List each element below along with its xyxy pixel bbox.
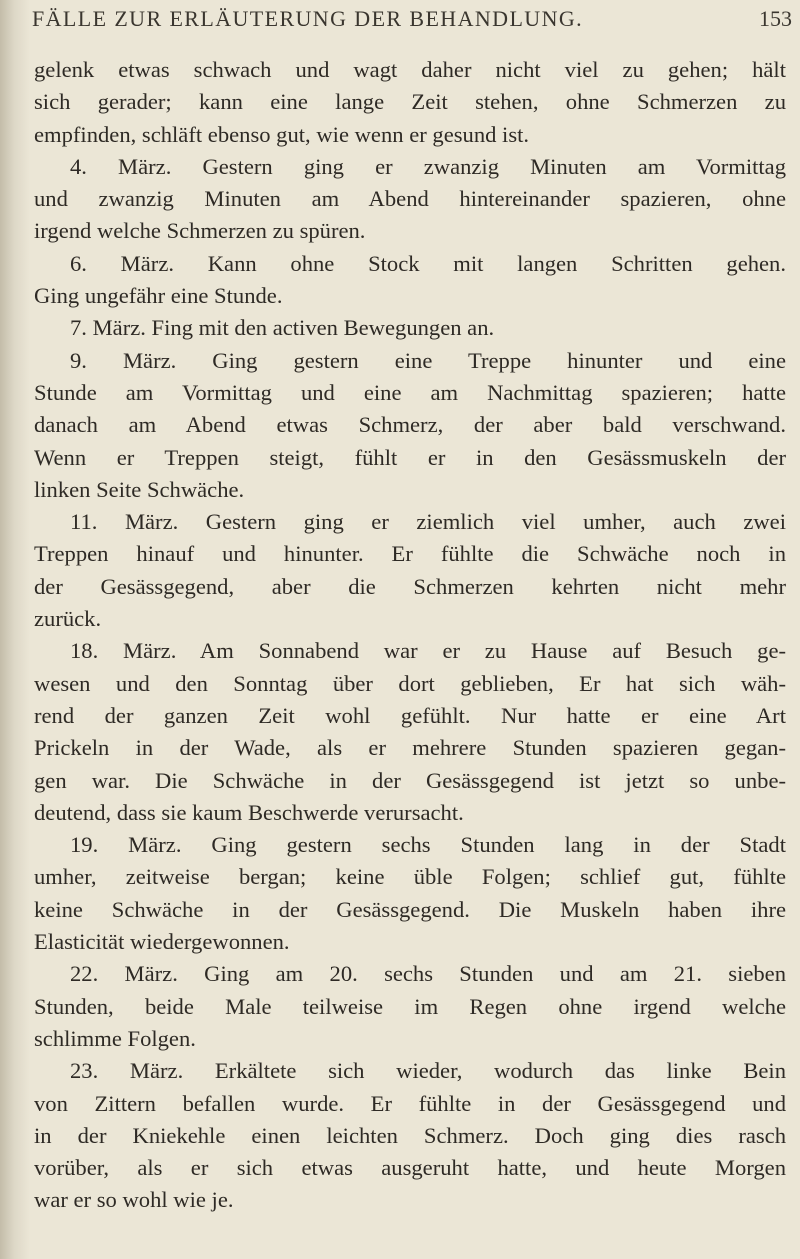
paragraph: [34, 635, 786, 829]
text-line: von Zittern befallen wurde. Er fühlte in der Gesässgegend und: [34, 1090, 786, 1116]
text-line: danach am Abend etwas Schmerz, der aber bald verschwand.: [34, 412, 786, 438]
paragraph: [34, 1055, 786, 1216]
running-head: [0, 6, 800, 36]
text-line: 11. März. Gestern ging er ziemlich viel umher, auch zwei: [70, 509, 786, 535]
text-line: 18. März. Am Sonnabend war er zu Hause auf Besuch ge-: [70, 638, 786, 664]
text-line: linken Seite Schwäche.: [34, 476, 245, 502]
text-line: Ging ungefähr eine Stunde.: [34, 283, 283, 309]
text-line: 6. März. Kann ohne Stock mit langen Schritten gehen.: [70, 250, 786, 276]
paragraph: [34, 829, 786, 958]
text-line: der Gesässgegend, aber die Schmerzen kehrten nicht mehr: [34, 573, 786, 599]
text-line: war er so wohl wie je.: [34, 1187, 234, 1213]
text-line: deutend, dass sie kaum Beschwerde verursacht.: [34, 799, 464, 825]
text-line: Treppen hinauf und hinunter. Er fühlte die Schwäche noch in: [34, 541, 786, 567]
text-line: Wenn er Treppen steigt, fühlt er in den Gesässmuskeln der: [34, 444, 786, 470]
paragraph: [34, 151, 786, 248]
text-line: Stunden, beide Male teilweise im Regen ohne irgend welche: [34, 993, 786, 1019]
text-line: Prickeln in der Wade, als er mehrere Stunden spazieren gegan-: [34, 735, 786, 761]
text-line: 23. März. Erkältete sich wieder, wodurch das linke Bein: [70, 1058, 786, 1084]
text-line: gen war. Die Schwäche in der Gesässgegend ist jetzt so unbe-: [34, 767, 786, 793]
text-line: sich gerader; kann eine lange Zeit stehen, ohne Schmerzen zu: [34, 89, 786, 115]
text-line: irgend welche Schmerzen zu spüren.: [34, 218, 366, 244]
text-line: keine Schwäche in der Gesässgegend. Die Muskeln haben ihre: [34, 896, 786, 922]
running-title: FÄLLE ZUR ERLÄUTERUNG DER BEHANDLUNG.: [32, 6, 584, 31]
paragraph: [34, 312, 786, 344]
text-line: Elasticität wiedergewonnen.: [34, 929, 290, 955]
paragraph: [34, 345, 786, 506]
text-line: zurück.: [34, 606, 102, 632]
text-line: gelenk etwas schwach und wagt daher nicht viel zu gehen; hält: [34, 57, 786, 82]
text-line: 7. März. Fing mit den activen Bewegungen an.: [70, 315, 495, 341]
text-line: in der Kniekehle einen leichten Schmerz. Doch ging dies rasch: [34, 1122, 786, 1148]
paragraph: [34, 248, 786, 313]
paragraph: [34, 506, 786, 635]
text-line: 4. März. Gestern ging er zwanzig Minuten am Vormittag: [70, 153, 786, 179]
text-line: 9. März. Ging gestern eine Treppe hinunter und eine: [70, 347, 786, 373]
text-line: wesen und den Sonntag über dort geblieben, Er hat sich wäh-: [34, 670, 786, 696]
paragraph: [34, 958, 786, 1055]
paragraph: [34, 54, 786, 151]
text-line: und zwanzig Minuten am Abend hintereinander spazieren, ohne: [34, 186, 786, 212]
body-text: [34, 54, 786, 1217]
text-line: empfinden, schläft ebenso gut, wie wenn er gesund ist.: [34, 121, 530, 147]
text-line: umher, zeitweise bergan; keine üble Folgen; schlief gut, fühlte: [34, 864, 786, 890]
text-line: schlimme Folgen.: [34, 1025, 196, 1051]
text-line: rend der ganzen Zeit wohl gefühlt. Nur hatte er eine Art: [34, 702, 786, 728]
text-line: vorüber, als er sich etwas ausgeruht hatte, und heute Morgen: [34, 1155, 786, 1181]
text-line: 19. März. Ging gestern sechs Stunden lang in der Stadt: [70, 832, 786, 858]
text-line: 22. März. Ging am 20. sechs Stunden und am 21. sieben: [70, 961, 786, 987]
page-number: 153: [759, 6, 792, 31]
text-line: Stunde am Vormittag und eine am Nachmittag spazieren; hatte: [34, 379, 786, 405]
